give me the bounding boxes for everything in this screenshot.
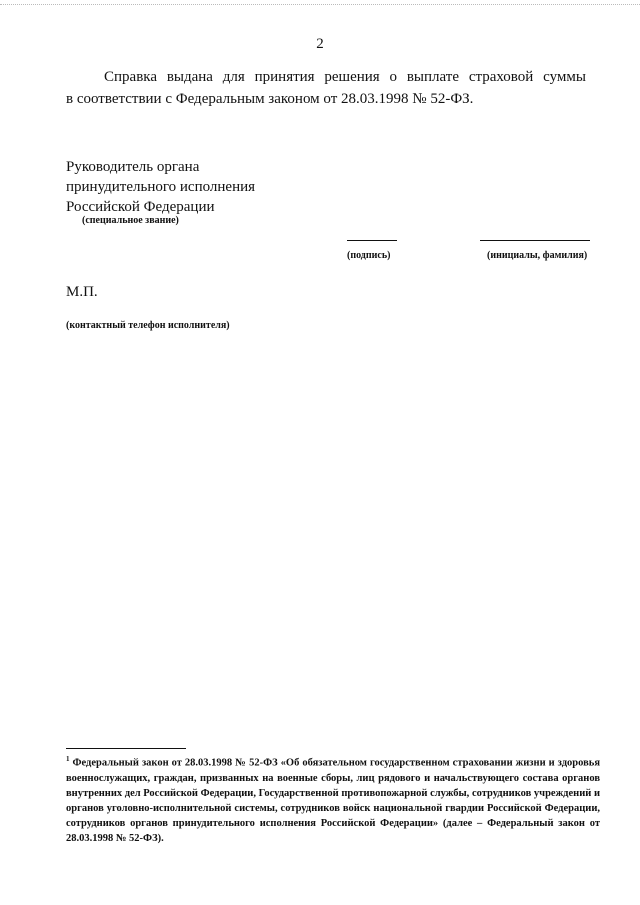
rank-caption: (специальное звание) [82,215,179,226]
signatory-line: Руководитель органа [66,159,200,175]
statement-word: суммы [543,69,586,85]
footnote-text: Федеральный закон от 28.03.1998 № 52-ФЗ «Об обязательном государственном страховании жизни и здоровья военнослужащих, граждан, призванных на военные сборы, лиц рядового и начальствующего состава органов внутренних дел Российской Федерации, Государственной противопожарной службы, сотрудников учреждений и органов уголовно-исполнительной системы, сотрудников войск национальной гвардии Российской Федерации, сотрудников органов принудительного исполнения Российской Федерации» (далее – Федеральный закон от 28.03.1998 № 52-ФЗ). [66,757,600,844]
statement-paragraph [66,66,586,110]
footnote-separator [66,748,186,749]
signatory-block [66,157,255,217]
signatory-line: принудительного исполнения [66,179,256,195]
initials-line [480,240,590,241]
signatory-line: Российской Федерации [66,199,215,215]
statement-line-2: в соответствии с Федеральным законом от 28.03.1998 № 52-ФЗ. [66,91,474,107]
stamp-placeholder: М.П. [66,284,98,300]
statement-word: выдана [166,69,213,85]
statement-word: Справка [104,69,157,85]
statement-word: выплате [406,69,459,85]
footnote [66,752,600,846]
initials-caption: (инициалы, фамилия) [487,250,588,261]
statement-line-1 [66,66,586,88]
statement-word: о [389,69,398,85]
scan-top-edge [0,4,640,5]
statement-word: для [222,69,245,85]
footnote-marker: 1 [66,755,70,763]
page-number: 2 [316,36,324,52]
signature-line [347,240,397,241]
signature-caption: (подпись) [347,250,391,261]
statement-word: страховой [468,69,534,85]
statement-word: принятия [254,69,315,85]
phone-caption: (контактный телефон исполнителя) [66,320,230,331]
statement-word: решения [324,69,380,85]
